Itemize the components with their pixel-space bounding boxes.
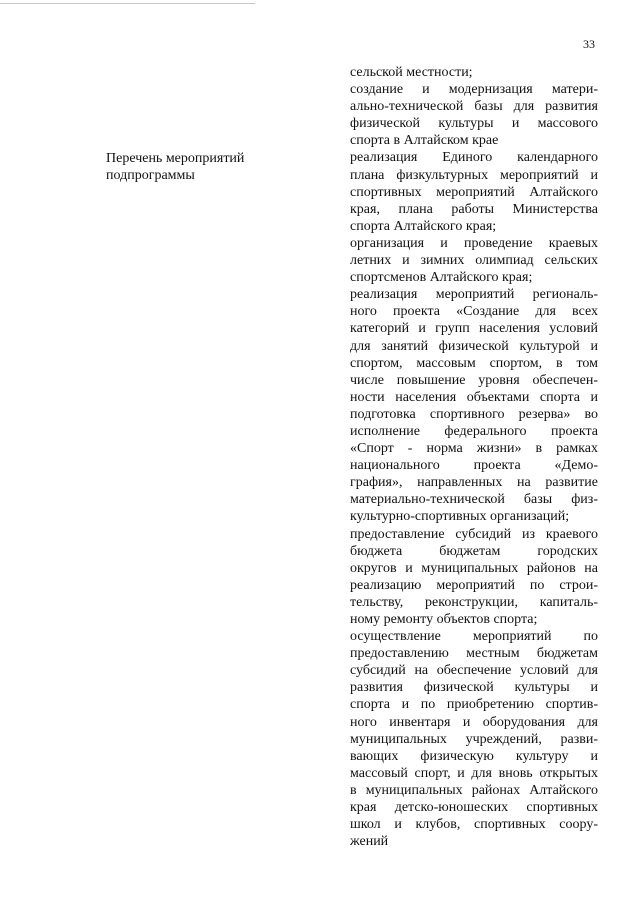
measure-text-line: школ и клубов, спортивных соору-: [350, 817, 598, 833]
measure-text-line: «Спорт - норма жизни» в рамках: [350, 441, 598, 457]
measure-text-line: исполнение федерального проекта: [350, 423, 598, 439]
measure-text-line: тельству, реконструкции, капиталь-: [350, 594, 598, 610]
measure-text-line: бюджета бюджетам городских: [350, 543, 598, 559]
row-label-line: подпрограммы: [106, 168, 195, 184]
measure-text-line: осуществление мероприятий по: [350, 629, 598, 645]
row-label-line: Перечень мероприятий: [106, 151, 245, 166]
measure-text-line: ально-технической базы для развития: [350, 99, 598, 115]
measure-text-line: спортивных мероприятий Алтайского: [350, 184, 598, 200]
measure-text-line: массовый спорт, и для вновь открытых: [350, 765, 598, 781]
measure-text-line: предоставление субсидий из краевого: [350, 526, 598, 542]
measure-text-line: создание и модернизация матери-: [350, 82, 598, 98]
measure-text-line: края детско-юношеских спортивных: [350, 800, 598, 816]
measure-text-line: для занятий физической культурой и: [350, 338, 598, 354]
measure-text-line: ному ремонту объектов спорта;: [350, 612, 538, 627]
measure-text-line: графия», направленных на развитие: [350, 475, 598, 491]
measure-text-line: категорий и групп населения условий: [350, 321, 598, 337]
measure-text-line: культурно-спортивных организаций;: [350, 509, 570, 525]
measure-text-line: реализация Единого календарного: [350, 150, 598, 166]
measure-text-line: предоставлению местным бюджетам: [350, 646, 598, 662]
measure-text-line: спорта Алтайского края;: [350, 218, 497, 234]
measure-text-line: сельской местности;: [350, 65, 473, 80]
measure-text-line: субсидий на обеспечение условий для: [350, 663, 598, 679]
measure-text-line: развития физической культуры и: [350, 680, 598, 696]
measure-text-line: реализацию мероприятий по строи-: [350, 577, 598, 593]
measure-text-line: жений: [350, 834, 389, 850]
measure-text-line: спорта и по приобретению спортив-: [350, 697, 598, 713]
measure-text-line: числе повышение уровня обеспечен-: [350, 372, 598, 388]
measure-text-line: муниципальных учреждений, разви-: [350, 731, 598, 747]
row-label: [106, 150, 306, 184]
measure-text-line: подготовка спортивного резерва» во: [350, 406, 598, 422]
measure-text-line: реализация мероприятий региональ-: [350, 287, 598, 303]
measure-text-line: ного инвентаря и оборудования для: [350, 714, 598, 730]
measure-text-line: спортсменов Алтайского края;: [350, 270, 533, 286]
measure-text-line: округов и муниципальных районов на: [350, 560, 598, 576]
measure-text-line: спортом, массовым спортом, в том: [350, 355, 598, 371]
measure-text-line: физической культуры и массового: [350, 116, 598, 132]
measure-text-line: спорта в Алтайском крае: [350, 133, 499, 149]
top-border-line: [0, 3, 255, 4]
measure-text-line: национального проекта «Демо-: [350, 458, 598, 474]
measure-text-line: летних и зимних олимпиад сельских: [350, 253, 598, 269]
measure-text-line: ного проекта «Создание для всех: [350, 304, 598, 320]
measure-text-line: края, плана работы Министерства: [350, 201, 598, 217]
measure-text-line: плана физкультурных мероприятий и: [350, 167, 598, 183]
page-number: 33: [583, 37, 595, 51]
measure-text-line: материально-технической базы физ-: [350, 492, 598, 508]
measure-text-line: вающих физическую культуру и: [350, 748, 598, 764]
measure-text-line: в муниципальных районах Алтайского: [350, 782, 598, 798]
measures-list: [350, 64, 598, 850]
measure-text-line: ности населения объектами спорта и: [350, 389, 598, 405]
measure-text-line: организация и проведение краевых: [350, 235, 598, 251]
